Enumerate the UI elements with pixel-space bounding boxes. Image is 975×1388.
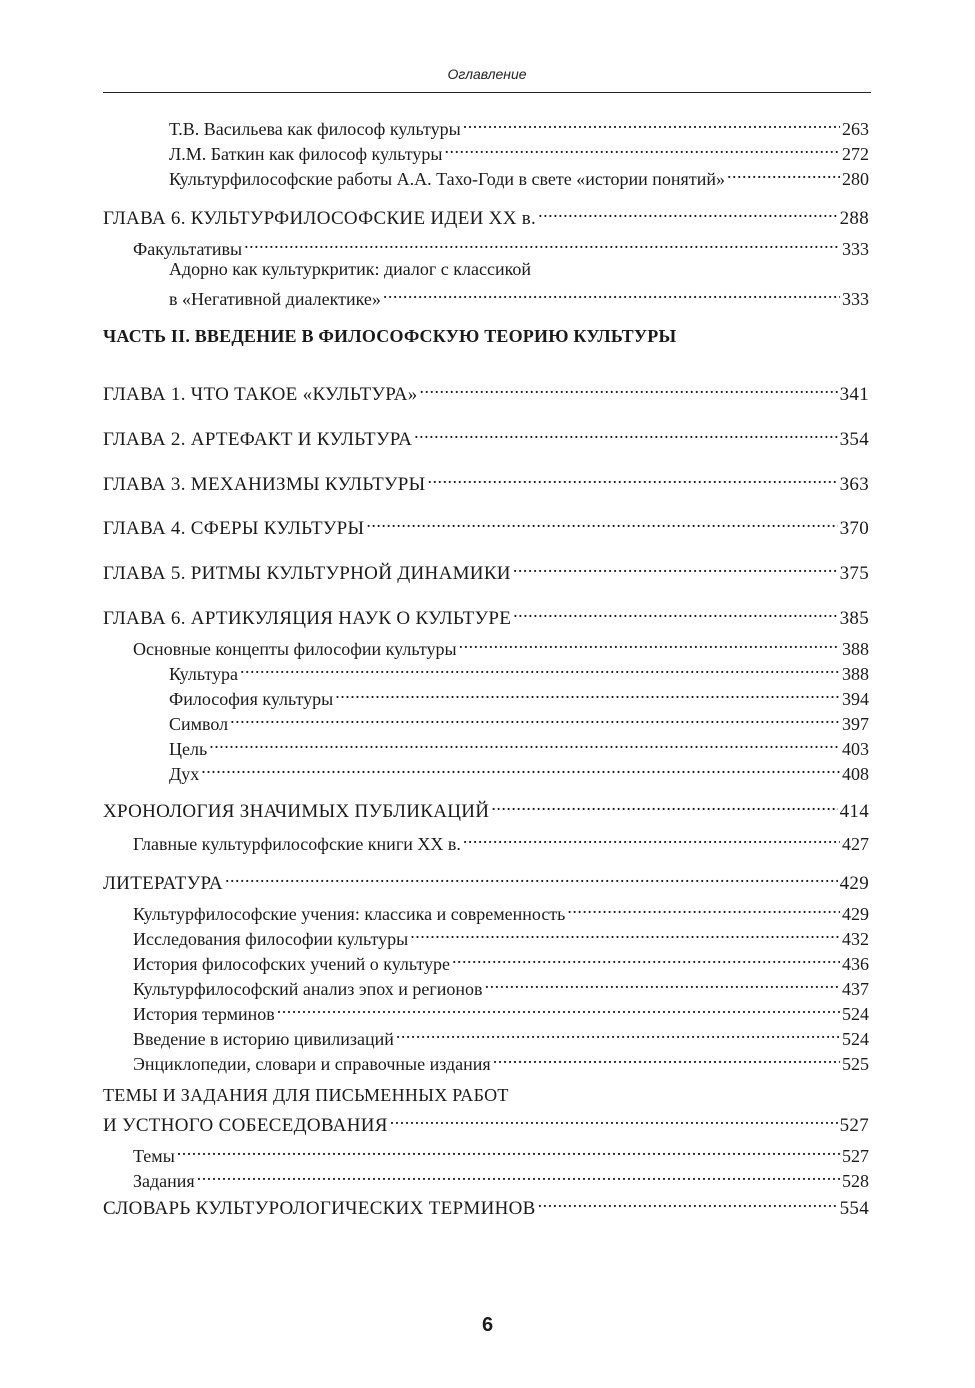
toc-entry-page: 333 — [842, 289, 869, 309]
leader-dots — [567, 898, 840, 920]
toc-entry-page: 436 — [842, 954, 869, 974]
toc-chapter[interactable] — [103, 423, 869, 450]
leader-dots — [459, 633, 840, 655]
toc-entry-title: ГЛАВА 1. ЧТО ТАКОЕ «КУЛЬТУРА» — [103, 384, 418, 405]
leader-dots — [444, 138, 840, 160]
toc-chapter[interactable] — [103, 1192, 869, 1219]
toc-entry[interactable] — [169, 758, 869, 784]
toc-chapter[interactable] — [103, 202, 869, 229]
toc-entry-page: 554 — [839, 1198, 869, 1219]
toc-entry-title: Исследования философии культуры — [133, 929, 409, 949]
toc-chapter[interactable] — [103, 468, 869, 495]
leader-dots — [383, 283, 840, 305]
leader-dots — [513, 602, 837, 624]
toc-entry[interactable] — [133, 1048, 869, 1074]
toc-entry-page: 524 — [842, 1029, 869, 1049]
leader-dots — [177, 1140, 840, 1162]
toc-entry[interactable] — [133, 828, 869, 854]
toc-entry-page: 363 — [839, 474, 869, 495]
toc-entry-title: Цель — [169, 739, 208, 759]
toc-entry-title: Дух — [169, 764, 200, 784]
toc-entry-title: История терминов — [133, 1004, 275, 1024]
toc-entry-title: И УСТНОГО СОБЕСЕДОВАНИЯ — [103, 1115, 388, 1136]
toc-chapter[interactable] — [103, 378, 869, 405]
leader-dots — [197, 1165, 840, 1187]
toc-chapter-title-first-line: ТЕМЫ И ЗАДАНИЯ ДЛЯ ПИСЬМЕННЫХ РАБОТ — [103, 1085, 509, 1105]
leader-dots — [396, 1023, 840, 1045]
leader-dots — [225, 867, 838, 889]
leader-dots — [201, 758, 840, 780]
toc-entry-page: 432 — [842, 929, 869, 949]
leader-dots — [277, 998, 840, 1020]
toc-entry-title: История философских учений о культуре — [133, 954, 451, 974]
toc-entry-title: ЛИТЕРАТУРА — [103, 873, 223, 894]
toc-entry-page: 525 — [842, 1054, 869, 1074]
leader-dots — [491, 795, 837, 817]
toc-entry-page: 288 — [839, 208, 869, 229]
toc-entry-title: ГЛАВА 6. АРТИКУЛЯЦИЯ НАУК О КУЛЬТУРЕ — [103, 608, 512, 629]
leader-dots — [513, 557, 838, 579]
toc-entry[interactable] — [169, 733, 869, 759]
toc-entry[interactable] — [169, 163, 869, 189]
toc-entry-page: 263 — [842, 119, 869, 139]
toc-entry-title: Т.В. Васильева как философ культуры — [169, 119, 461, 139]
toc-entry-page: 370 — [839, 518, 869, 539]
toc-entry-page: 341 — [839, 384, 869, 405]
toc-chapter[interactable] — [103, 512, 869, 539]
leader-dots — [538, 1192, 838, 1214]
leader-dots — [390, 1109, 838, 1131]
toc-entry-page: 527 — [842, 1146, 869, 1166]
leader-dots — [463, 113, 840, 135]
toc-entry-title: в «Негативной диалектике» — [169, 289, 381, 309]
toc-entry-page: 280 — [842, 169, 869, 189]
toc-entry[interactable] — [133, 1165, 869, 1191]
toc-entry-title: СЛОВАРЬ КУЛЬТУРОЛОГИЧЕСКИХ ТЕРМИНОВ — [103, 1198, 536, 1219]
toc-entry-title: Культурфилософские учения: классика и современность — [133, 904, 566, 924]
leader-dots — [209, 733, 840, 755]
leader-dots — [414, 423, 837, 445]
toc-entry-page: 397 — [842, 714, 869, 734]
toc-entry-title: ХРОНОЛОГИЯ ЗНАЧИМЫХ ПУБЛИКАЦИЙ — [103, 801, 490, 822]
leader-dots — [240, 658, 840, 680]
leader-dots — [335, 683, 840, 705]
leader-dots — [727, 163, 840, 185]
toc-entry-page: 429 — [842, 904, 869, 924]
toc-entry-title: ГЛАВА 6. КУЛЬТУРФИЛОСОФСКИЕ ИДЕИ XX в. — [103, 208, 537, 229]
leader-dots — [428, 468, 838, 490]
toc-entry[interactable] — [133, 998, 869, 1024]
toc-entry-page: 388 — [842, 639, 869, 659]
toc-entry[interactable] — [133, 1023, 869, 1049]
toc-entry-page: 388 — [842, 664, 869, 684]
toc-entry-title: Главные культурфилософские книги XX в. — [133, 834, 461, 854]
leader-dots — [230, 708, 840, 730]
toc-entry[interactable] — [133, 948, 869, 974]
leader-dots — [452, 948, 840, 970]
toc-entry-page: 429 — [839, 873, 869, 894]
toc-chapter[interactable] — [103, 602, 869, 629]
toc-entry-page: 354 — [839, 429, 869, 450]
leader-dots — [366, 512, 837, 534]
toc-entry[interactable] — [133, 633, 869, 659]
toc-entry[interactable] — [133, 973, 869, 999]
toc-entry-page: 527 — [839, 1115, 869, 1136]
toc-entry-page: 437 — [842, 979, 869, 999]
toc-entry-title: ГЛАВА 5. РИТМЫ КУЛЬТУРНОЙ ДИНАМИКИ — [103, 563, 511, 584]
toc-entry-title: Культурфилософские работы А.А. Тахо-Годи в свете «истории понятий» — [169, 169, 725, 189]
toc-entry[interactable] — [169, 138, 869, 164]
toc-entry-page: 385 — [839, 608, 869, 629]
toc-entry-page: 375 — [839, 563, 869, 584]
toc-entry-title: ГЛАВА 4. СФЕРЫ КУЛЬТУРЫ — [103, 518, 365, 539]
toc-entry-title: Задания — [133, 1171, 195, 1191]
leader-dots — [493, 1048, 840, 1070]
toc-entry-title: Л.М. Баткин как философ культуры — [169, 144, 443, 164]
toc-entry-page: 524 — [842, 1004, 869, 1024]
toc-entry-page: 414 — [839, 801, 869, 822]
toc-entry-title: Символ — [169, 714, 229, 734]
toc-entry[interactable] — [133, 898, 869, 924]
toc-entry[interactable] — [133, 923, 869, 949]
toc-entry-title: Энциклопедии, словари и справочные издания — [133, 1054, 491, 1074]
toc-entry-title: Темы — [133, 1146, 175, 1166]
running-head: Оглавление — [447, 66, 527, 82]
page-number: 6 — [481, 1314, 494, 1336]
leader-dots — [485, 973, 840, 995]
toc-entry[interactable] — [169, 658, 869, 684]
toc-entry-title: Философия культуры — [169, 689, 334, 709]
toc-chapter[interactable] — [103, 557, 869, 584]
leader-dots — [538, 202, 838, 224]
toc-entry-title-first-line: Адорно как культуркритик: диалог с классикой — [169, 259, 532, 279]
toc-entry-page: 403 — [842, 739, 869, 759]
toc-entry-title: Культурфилософский анализ эпох и регионов — [133, 979, 483, 999]
toc-chapter[interactable] — [103, 867, 869, 894]
toc-entry-page: 394 — [842, 689, 869, 709]
toc-entry-title: ГЛАВА 3. МЕХАНИЗМЫ КУЛЬТУРЫ — [103, 474, 426, 495]
toc-entry-title: Основные концепты философии культуры — [133, 639, 457, 659]
toc-entry-page: 528 — [842, 1171, 869, 1191]
toc-entry-title: ГЛАВА 2. АРТЕФАКТ И КУЛЬТУРА — [103, 429, 413, 450]
leader-dots — [410, 923, 840, 945]
toc-entry[interactable] — [133, 233, 869, 259]
toc-entry[interactable] — [169, 113, 869, 139]
toc-entry-title: Введение в историю цивилизаций — [133, 1029, 394, 1049]
toc-entry[interactable] — [133, 1140, 869, 1166]
leader-dots — [244, 233, 840, 255]
toc-entry-title: Факультативы — [133, 239, 243, 259]
toc-entry-page: 272 — [842, 144, 869, 164]
part-heading: ЧАСТЬ II. ВВЕДЕНИЕ В ФИЛОСОФСКУЮ ТЕОРИЮ КУЛЬТУРЫ — [103, 326, 677, 346]
leader-dots — [463, 828, 840, 850]
toc-chapter[interactable] — [103, 1109, 869, 1136]
toc-entry[interactable] — [169, 683, 869, 709]
toc-entry-page: 408 — [842, 764, 869, 784]
toc-entry[interactable] — [169, 283, 869, 309]
toc-entry-page: 333 — [842, 239, 869, 259]
toc-entry[interactable] — [169, 708, 869, 734]
toc-entry-page: 427 — [842, 834, 869, 854]
toc-entry-title: Культура — [169, 664, 238, 684]
leader-dots — [420, 378, 838, 400]
toc-chapter[interactable] — [103, 795, 869, 822]
